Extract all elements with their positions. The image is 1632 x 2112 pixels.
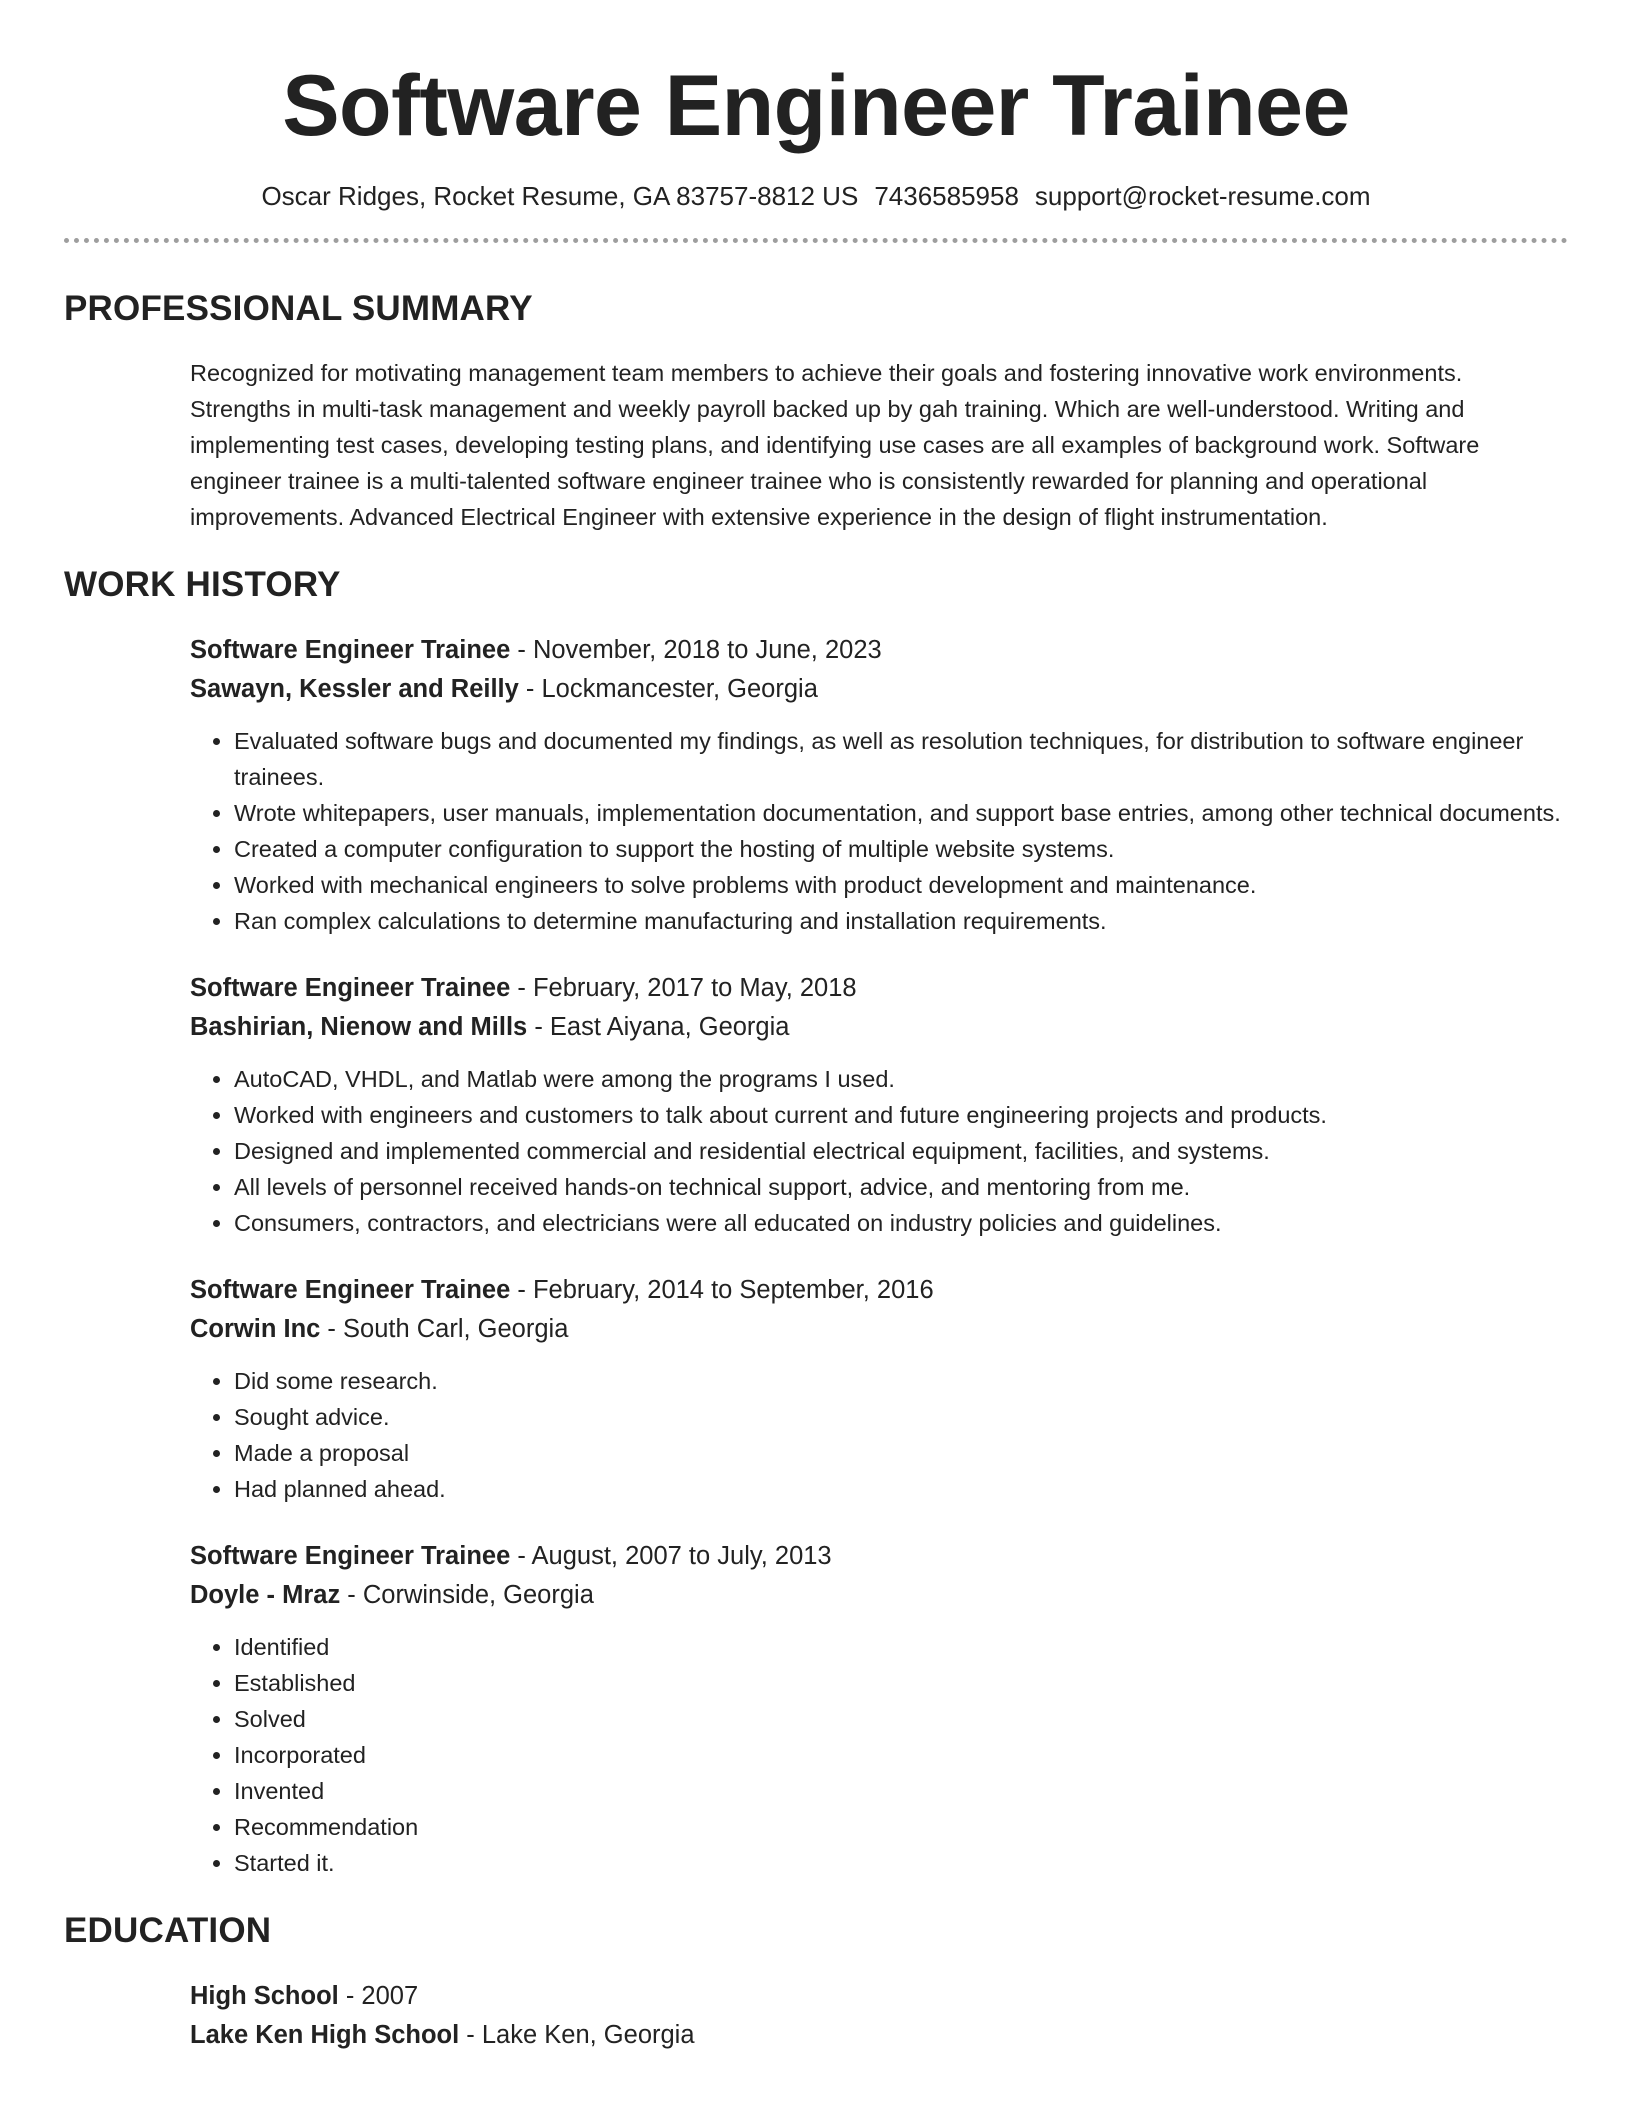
job-company: Bashirian, Nienow and Mills [190,1013,528,1041]
job-entry [190,631,1568,939]
job-bullet: • Recommendation [234,1809,1568,1845]
contact-phone: 7436585958 [874,181,1019,211]
contact-email: support@rocket-resume.com [1034,181,1371,211]
job-company-line [190,670,1568,709]
education-year: - 2007 [338,1982,419,2010]
header-divider [64,238,1568,243]
resume-header [64,0,1568,214]
job-company: Sawayn, Kessler and Reilly [190,675,519,703]
education-entry [190,1977,1568,2055]
job-entry [190,969,1568,1241]
job-location: - East Aiyana, Georgia [527,1013,790,1041]
job-bullet: • Established [234,1665,1568,1701]
job-bullet: • Identified [234,1629,1568,1665]
job-bullets [190,723,1568,939]
job-bullets [190,1061,1568,1241]
job-bullet: • Consumers, contractors, and electricians were all educated on industry policies and guidelines. [234,1205,1568,1241]
job-role-line [190,1537,1568,1576]
job-bullet: • Incorporated [234,1737,1568,1773]
job-role-line [190,1271,1568,1310]
job-role: Software Engineer Trainee [190,974,511,1002]
job-bullet: • AutoCAD, VHDL, and Matlab were among the programs I used. [234,1061,1568,1097]
job-role-line [190,969,1568,1008]
education-school-line [190,2016,1568,2055]
job-location: - Corwinside, Georgia [340,1581,594,1609]
job-bullets [190,1629,1568,1881]
contact-line [64,178,1568,214]
work-history-list [190,631,1568,1881]
education-location: - Lake Ken, Georgia [459,2021,695,2049]
summary-text: Recognized for motivating management team members to achieve their goals and fostering innovative work environments. Strengths in multi-task management and weekly payroll backed up by gah training. Which are well-understood. Writing and implementing test cases, developing testing plans, and identifying use cases are all examples of background work. Software engineer trainee is a multi-talented software engineer trainee who is consistently rewarded for planning and operational improvements. Advanced Electrical Engineer with extensive experience in the design of flight instrumentation. [190,360,1480,530]
job-bullet: • Sought advice. [234,1399,1568,1435]
job-company: Corwin Inc [190,1315,321,1343]
section-title-education: EDUCATION [64,1911,272,1950]
job-role-line [190,631,1568,670]
section-title-work-history: WORK HISTORY [64,565,341,604]
job-bullet: • Created a computer configuration to support the hosting of multiple website systems. [234,831,1568,867]
job-bullet: • Worked with mechanical engineers to solve problems with product development and maintenance. [234,867,1568,903]
job-dates: - August, 2007 to July, 2013 [510,1542,832,1570]
job-bullet: • Solved [234,1701,1568,1737]
job-dates: - February, 2014 to September, 2016 [510,1276,934,1304]
job-bullet: • Ran complex calculations to determine manufacturing and installation requirements. [234,903,1568,939]
job-bullet: • Designed and implemented commercial and residential electrical equipment, facilities, and systems. [234,1133,1568,1169]
job-location: - South Carl, Georgia [320,1315,569,1343]
job-bullet: • Had planned ahead. [234,1471,1568,1507]
education-degree: High School [190,1982,339,2010]
job-company: Doyle - Mraz [190,1581,341,1609]
job-company-line [190,1310,1568,1349]
job-entry [190,1537,1568,1881]
job-entry [190,1271,1568,1507]
job-bullet: • Did some research. [234,1363,1568,1399]
job-bullet: • All levels of personnel received hands-on technical support, advice, and mentoring from me. [234,1169,1568,1205]
candidate-name: Software Engineer Trainee [282,58,1350,154]
job-bullet: • Started it. [234,1845,1568,1881]
education-school: Lake Ken High School [190,2021,460,2049]
job-role: Software Engineer Trainee [190,1542,511,1570]
job-company-line [190,1576,1568,1615]
job-role: Software Engineer Trainee [190,1276,511,1304]
job-dates: - November, 2018 to June, 2023 [510,636,882,664]
contact-address: Oscar Ridges, Rocket Resume, GA 83757-8812 US [261,181,859,211]
job-company-line [190,1008,1568,1047]
job-bullet: • Made a proposal [234,1435,1568,1471]
job-bullet: • Worked with engineers and customers to talk about current and future engineering projects and products. [234,1097,1568,1133]
job-location: - Lockmancester, Georgia [518,675,818,703]
job-role: Software Engineer Trainee [190,636,511,664]
job-bullet: • Invented [234,1773,1568,1809]
section-title-summary: PROFESSIONAL SUMMARY [64,289,533,328]
job-bullet: • Wrote whitepapers, user manuals, implementation documentation, and support base entries, among other technical documents. [234,795,1568,831]
education-degree-line [190,1977,1568,2016]
job-bullet: • Evaluated software bugs and documented my findings, as well as resolution techniques, for distribution to software engineer trainees. [234,723,1568,795]
job-dates: - February, 2017 to May, 2018 [510,974,857,1002]
job-bullets [190,1363,1568,1507]
